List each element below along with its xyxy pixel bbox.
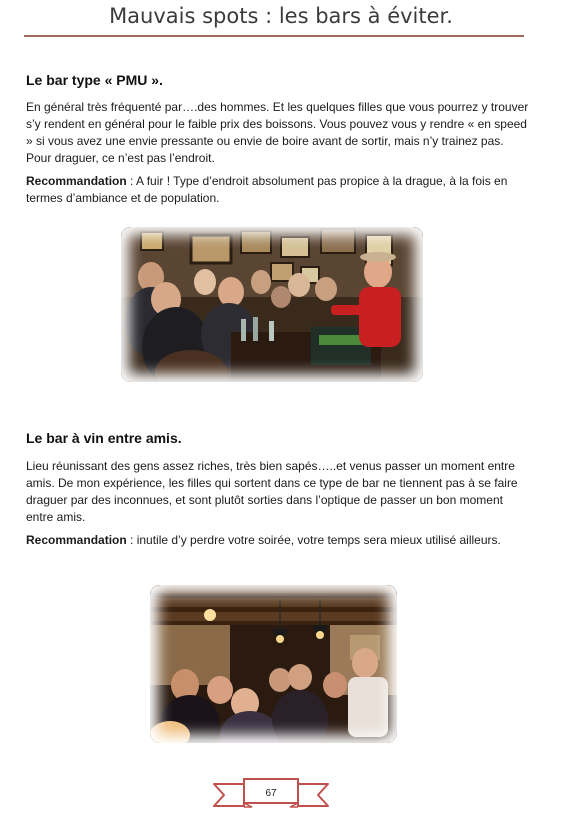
recommendation-text: : inutile d’y perdre votre soirée, votre temps sera mieux utilisé ailleurs. — [126, 533, 501, 547]
recommendation-text: : A fuir ! Type d’endroit absolument pas propice à la drague, à la fois en termes d’ambiance et de population. — [26, 174, 508, 205]
section-title: Le bar type « PMU ». — [26, 72, 163, 88]
wine-bar-photo — [150, 585, 397, 743]
page-number: 67 — [265, 788, 277, 799]
title-rule — [24, 35, 524, 37]
section-body: En général très fréquenté par….des hommes. Et les quelques filles que vous pourrez y trouver s’y rendent en général pour le faible prix des boissons. Vous pouvez vous y rendre « en speed » si vous avez une envie pressante ou envie de boire avant de sortir, mais n’y trainez pas. Pour draguer, ce n’est pas l’endroit. — [26, 100, 529, 165]
recommendation-label: Recommandation — [26, 174, 127, 188]
recommendation — [26, 532, 532, 549]
section-body: Lieu réunissant des gens assez riches, très bien sapés…..et venus passer un moment entre amis. De mon expérience, les filles qui sortent dans ce type de bar ne tiennent pas à se faire draguer par des inconnues, et sont plutôt sorties dans l’optique de passer un bon moment entre amis. — [26, 459, 518, 524]
pmu-bar-photo — [121, 227, 423, 382]
section-title: Le bar à vin entre amis. — [26, 430, 182, 446]
section-pmu — [26, 72, 532, 207]
page-title: Mauvais spots : les bars à éviter. — [109, 4, 453, 28]
page-number-ribbon — [212, 776, 330, 810]
recommendation-label: Recommandation — [26, 533, 127, 547]
section-bar-a-vin — [26, 430, 532, 549]
recommendation — [26, 173, 532, 207]
